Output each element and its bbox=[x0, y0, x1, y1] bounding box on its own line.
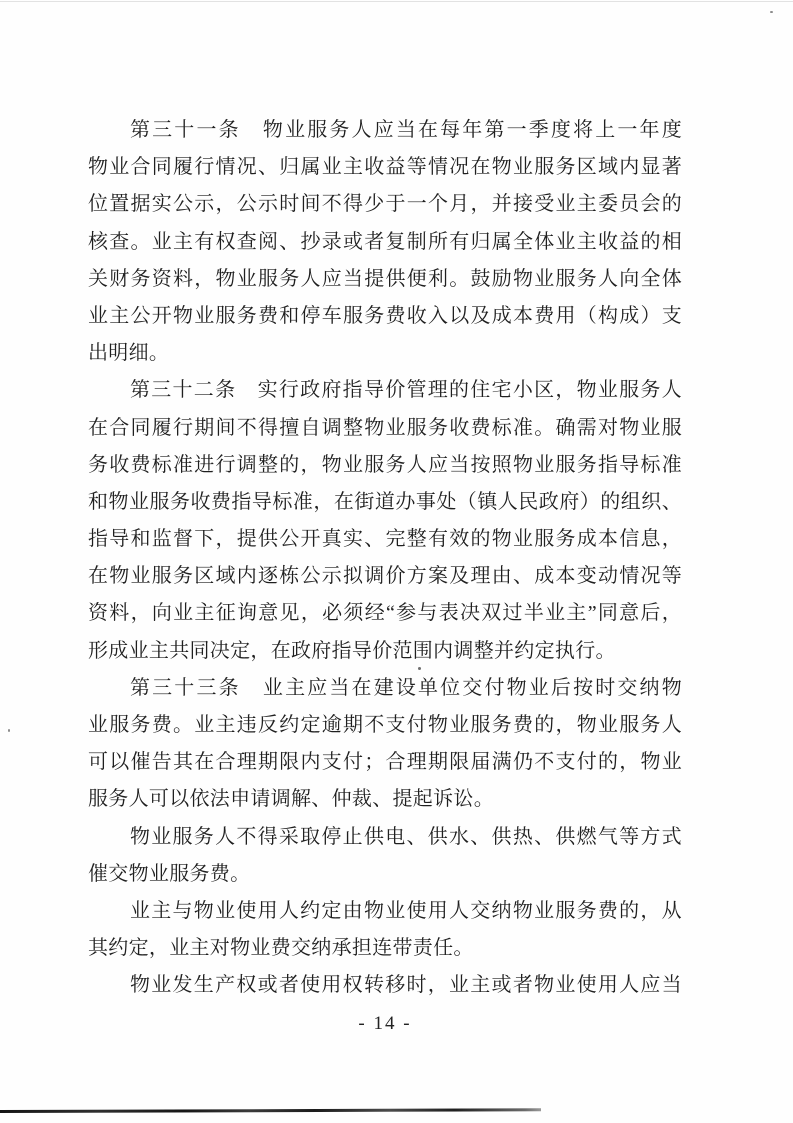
text-line: 资料，向业主征询意见，必须经“参与表决双过半业主”同意后， bbox=[88, 602, 682, 625]
text-line: 指导和监督下，提供公开真实、完整有效的物业服务成本信息， bbox=[88, 528, 682, 551]
text-line: 催交物业服务费。 bbox=[88, 862, 251, 885]
text-line: 物业发生产权或者使用权转移时，业主或者物业使用人应当 bbox=[130, 974, 682, 997]
scan-artifact-line bbox=[0, 1108, 541, 1113]
text-line: 核查。业主有权查阅、抄录或者复制所有归属全体业主收益的相 bbox=[88, 230, 682, 253]
text-line: 其约定，业主对物业费交纳承担连带责任。 bbox=[88, 937, 474, 960]
text-line: 形成业主共同决定，在政府指导价范围内调整并约定执行。 bbox=[88, 639, 616, 662]
text-line: 第三十二条 实行政府指导价管理的住宅小区，物业服务人 bbox=[130, 379, 682, 402]
text-line: 在合同履行期间不得擅自调整物业服务收费标准。确需对物业服 bbox=[88, 416, 682, 439]
text-line: 服务人可以依法申请调解、仲裁、提起诉讼。 bbox=[88, 788, 494, 811]
scan-speck bbox=[770, 11, 773, 13]
page-number: - 14 - bbox=[358, 1013, 412, 1034]
text-line: 在物业服务区域内逐栋公示拟调价方案及理由、成本变动情况等 bbox=[88, 565, 682, 588]
text-line: 第三十三条 业主应当在建设单位交付物业后按时交纳物 bbox=[130, 676, 682, 699]
text-line: 第三十一条 物业服务人应当在每年第一季度将上一年度 bbox=[130, 119, 682, 141]
text-line: 和物业服务收费指导标准，在街道办事处（镇人民政府）的组织、 bbox=[88, 490, 682, 513]
text-line: 业主公开物业服务费和停车服务费收入以及成本费用（构成）支 bbox=[88, 304, 682, 327]
scan-edge-line bbox=[0, 1, 793, 2]
scan-speck bbox=[8, 729, 10, 732]
document-body bbox=[88, 112, 682, 1005]
text-line: 可以催告其在合理期限内支付；合理期限届满仍不支付的，物业 bbox=[88, 751, 682, 774]
scan-speck bbox=[418, 667, 421, 670]
text-line: 物业服务人不得采取停止供电、供水、供热、供燃气等方式 bbox=[130, 825, 682, 848]
text-line: 业主与物业使用人约定由物业使用人交纳物业服务费的，从 bbox=[130, 899, 682, 922]
text-line: 关财务资料，物业服务人应当提供便利。鼓励物业服务人向全体 bbox=[88, 267, 682, 290]
text-line: 务收费标准进行调整的，物业服务人应当按照物业服务指导标准 bbox=[88, 453, 682, 476]
text-line: 出明细。 bbox=[88, 342, 170, 365]
text-line: 物业合同履行情况、归属业主收益等情况在物业服务区域内显著 bbox=[88, 156, 682, 179]
text-line: 业服务费。业主违反约定逾期不支付物业服务费的，物业服务人 bbox=[88, 714, 682, 736]
text-line: 位置据实公示，公示时间不得少于一个月，并接受业主委员会的 bbox=[88, 193, 682, 216]
